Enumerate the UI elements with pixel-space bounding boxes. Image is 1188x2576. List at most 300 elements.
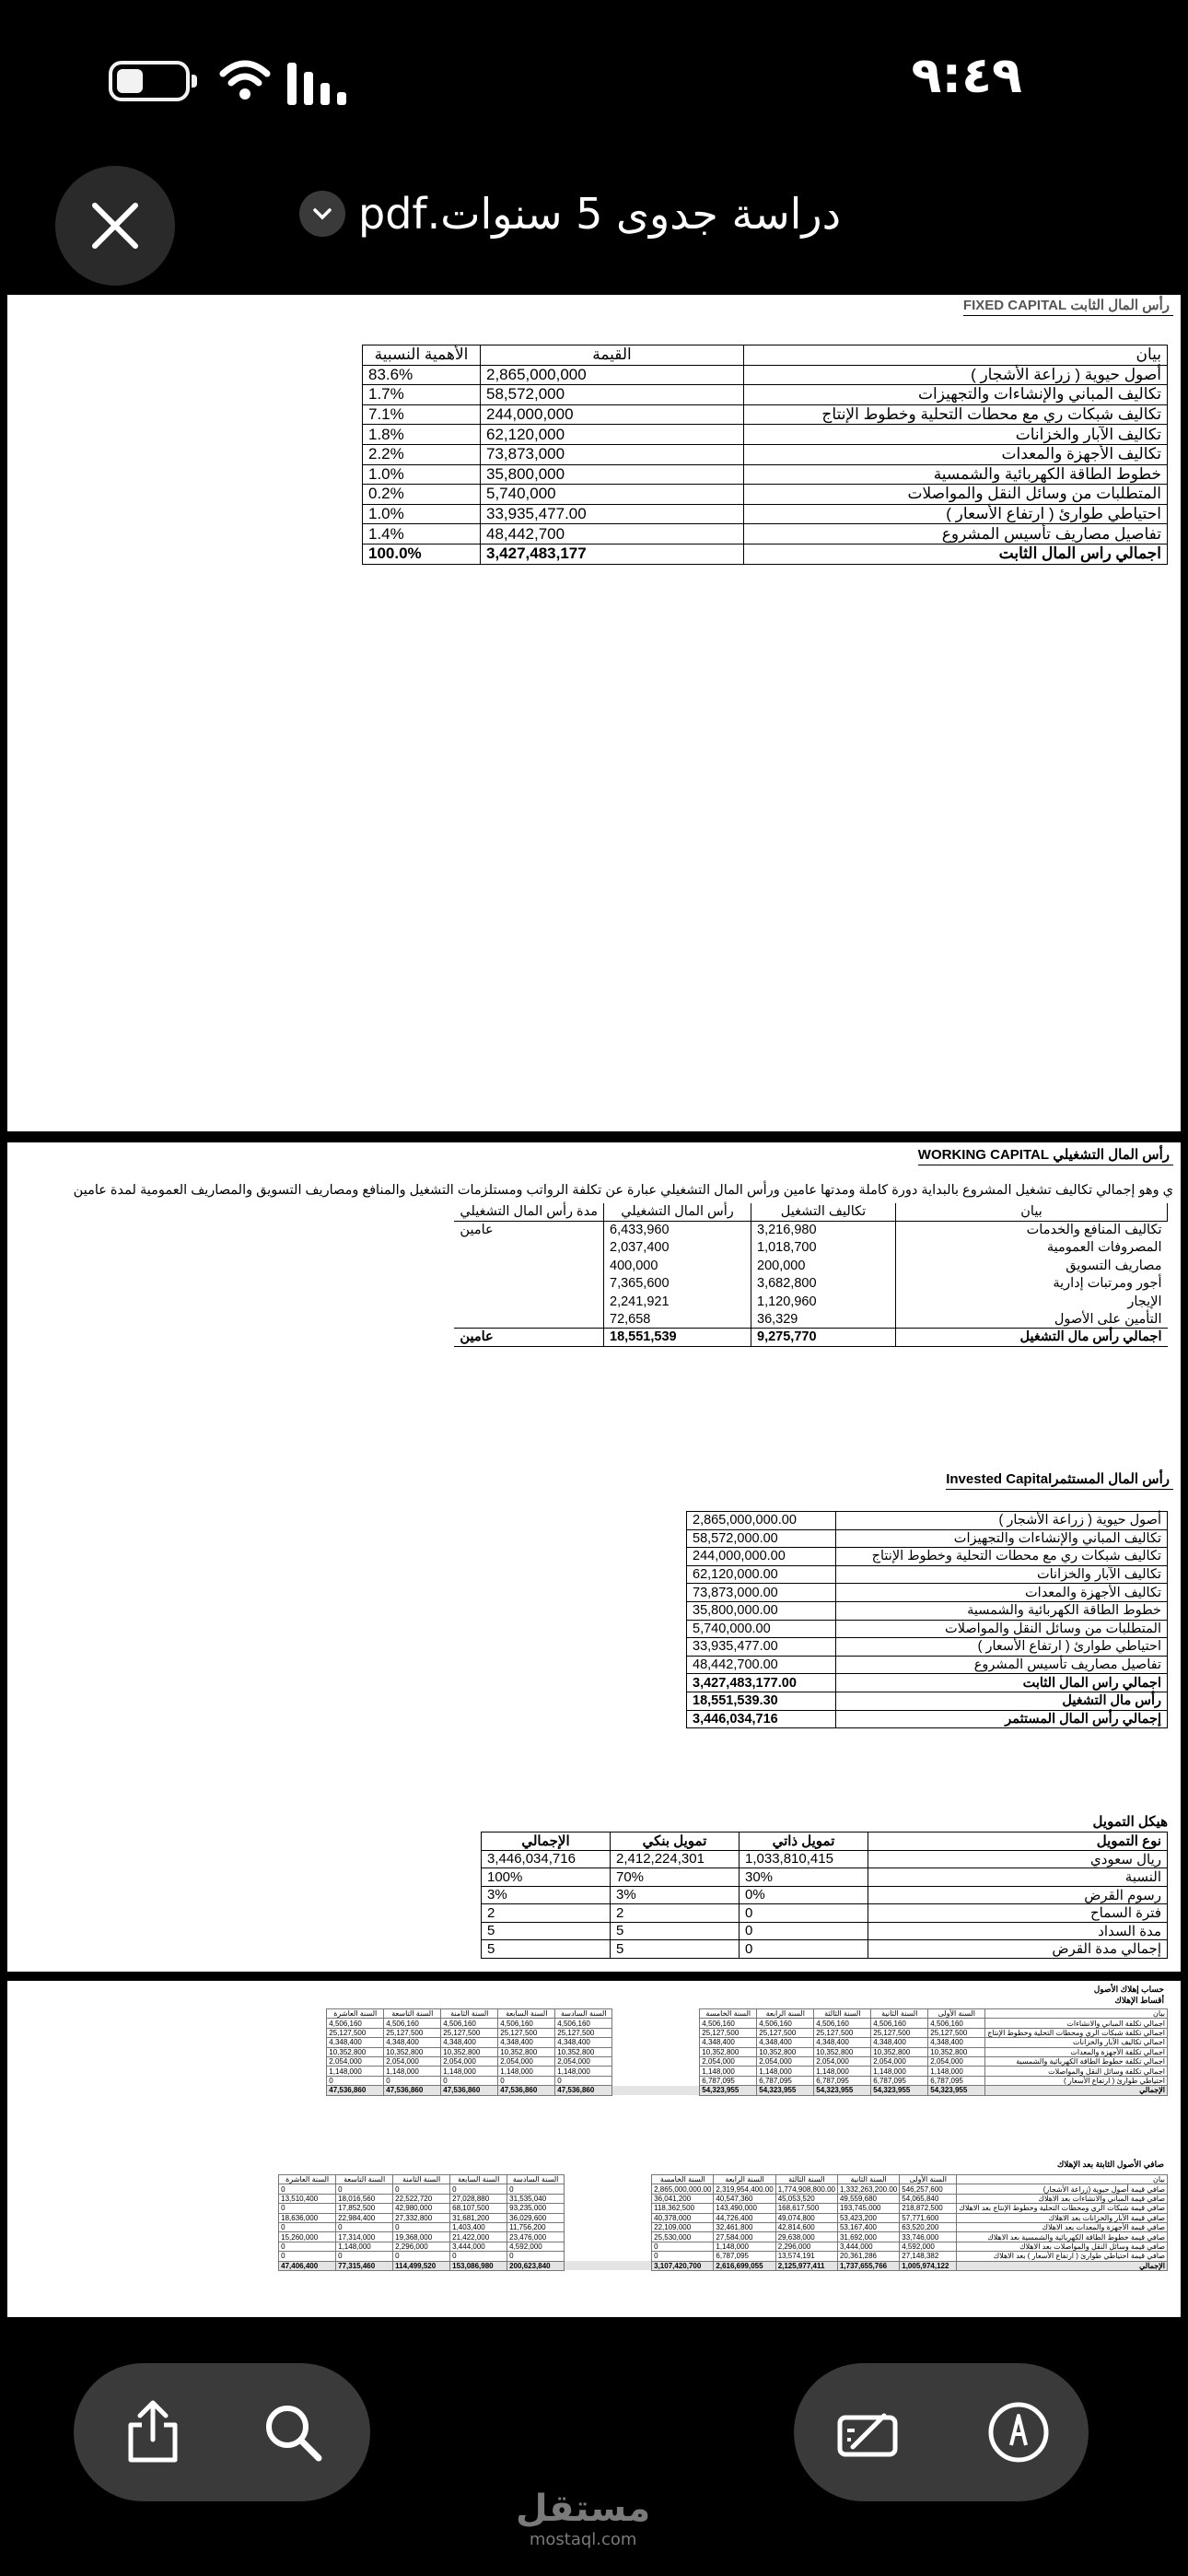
table-row bbox=[454, 1275, 1167, 1293]
year-value: 13,574,191 bbox=[775, 2252, 837, 2261]
year-value: 33,746,000 bbox=[900, 2232, 957, 2242]
year-value: 0 bbox=[279, 2252, 336, 2261]
year-value: 4,506,160 bbox=[384, 2019, 441, 2028]
year-header: السنة الثانية bbox=[871, 2009, 928, 2019]
year-value: 40,547,360 bbox=[714, 2194, 775, 2203]
year-value: 53,423,200 bbox=[837, 2213, 899, 2222]
year-value: 25,127,500 bbox=[498, 2028, 555, 2037]
year-value: 10,352,800 bbox=[700, 2047, 757, 2056]
table-header: الأهمية النسبية bbox=[363, 345, 481, 366]
fixed-capital-table bbox=[362, 345, 1168, 565]
operating-cost: 9,275,770 bbox=[751, 1329, 896, 1346]
year-value: 27,028,880 bbox=[450, 2194, 507, 2203]
table-row bbox=[363, 464, 1168, 485]
row-label: اجمالي تكلفة وسائل النقل والمواصلات bbox=[985, 2067, 1168, 2076]
year-value: 20,361,286 bbox=[837, 2252, 899, 2261]
row-label: المصروفات العمومية bbox=[1046, 1240, 1162, 1256]
row-label: اجمالي راس المال الثابت bbox=[836, 1674, 1168, 1692]
year-value: 23,476,000 bbox=[507, 2232, 565, 2242]
year-header: السنة التاسعة bbox=[384, 2009, 441, 2019]
year-value: 25,530,000 bbox=[652, 2232, 714, 2242]
table-row bbox=[279, 2184, 1168, 2194]
table-header: بيان bbox=[896, 1203, 1168, 1221]
year-value: 22,522,720 bbox=[393, 2194, 450, 2203]
table-row bbox=[363, 444, 1168, 464]
row-label: اجمالي راس المال الثابت bbox=[744, 544, 1168, 564]
year-value: 4,506,160 bbox=[555, 2019, 612, 2028]
search-icon[interactable] bbox=[258, 2397, 328, 2467]
year-value: 0 bbox=[441, 2076, 498, 2085]
self-financing: 0% bbox=[740, 1886, 868, 1904]
row-label: صافي قيمة الآبار والخزانات بعد الاهلاك bbox=[957, 2213, 1168, 2222]
wifi-icon bbox=[217, 52, 273, 107]
financing-table bbox=[481, 1832, 1168, 1959]
close-icon bbox=[87, 198, 143, 253]
spacer bbox=[565, 2175, 652, 2184]
year-value: 47,536,860 bbox=[384, 2086, 441, 2095]
year-value: 54,323,955 bbox=[757, 2086, 814, 2095]
year-value: 0 bbox=[393, 2252, 450, 2261]
table-row bbox=[327, 2038, 1168, 2047]
year-value: 1,005,974,122 bbox=[900, 2261, 957, 2270]
self-financing: 0 bbox=[740, 1922, 868, 1940]
year-value: 27,584,000 bbox=[714, 2232, 775, 2242]
row-label: أصول حيوية ( زراعة الأشجار ) bbox=[836, 1512, 1168, 1530]
year-value: 546,257,600 bbox=[900, 2184, 957, 2194]
year-value: 4,348,400 bbox=[814, 2038, 871, 2047]
row-label: صافي قيمة المباني والانشاءات بعد الاهلاك bbox=[957, 2194, 1168, 2203]
year-header: السنة العاشرة bbox=[327, 2009, 384, 2019]
year-value: 1,148,000 bbox=[441, 2067, 498, 2076]
year-value: 4,506,160 bbox=[814, 2019, 871, 2028]
year-value: 25,127,500 bbox=[441, 2028, 498, 2037]
year-value: 25,127,500 bbox=[814, 2028, 871, 2037]
bank-financing: 5 bbox=[611, 1940, 740, 1959]
year-value: 54,065,840 bbox=[900, 2194, 957, 2203]
row-label: أصول حيوية ( زراعة الأشجار ) bbox=[744, 365, 1168, 385]
table-header-row bbox=[279, 2175, 1168, 2184]
year-value: 17,314,000 bbox=[336, 2232, 393, 2242]
year-value: 42,814,600 bbox=[775, 2222, 837, 2231]
row-label: صافي قيمة خطوط الطاقة الكهربائية والشمسية بعد الاهلاك bbox=[957, 2232, 1168, 2242]
row-label: المتطلبات من وسائل النقل والمواصلات bbox=[744, 485, 1168, 505]
year-value: 53,167,400 bbox=[837, 2222, 899, 2231]
year-value: 25,127,500 bbox=[555, 2028, 612, 2037]
table-row bbox=[363, 385, 1168, 405]
year-header: السنة الثالثة bbox=[814, 2009, 871, 2019]
table-row bbox=[279, 2222, 1168, 2231]
table-row bbox=[482, 1940, 1168, 1959]
year-value: 25,127,500 bbox=[700, 2028, 757, 2037]
spacer bbox=[565, 2194, 652, 2203]
year-value: 4,348,400 bbox=[441, 2038, 498, 2047]
working-capital-value: 18,551,539 bbox=[604, 1329, 751, 1346]
year-value: 25,127,500 bbox=[871, 2028, 928, 2037]
year-value: 49,559,680 bbox=[837, 2194, 899, 2203]
row-label: اجمالي تكلفة خطوط الطاقة الكهربائية والشمسية bbox=[985, 2056, 1168, 2066]
working-capital-value: 72,658 bbox=[604, 1310, 751, 1328]
year-value: 2,054,000 bbox=[384, 2056, 441, 2066]
table-row bbox=[687, 1584, 1168, 1602]
year-value: 2,054,000 bbox=[757, 2056, 814, 2066]
table-row bbox=[363, 485, 1168, 505]
spacer bbox=[612, 2076, 700, 2085]
year-value: 31,681,200 bbox=[450, 2213, 507, 2222]
year-header: السنة الأولى bbox=[900, 2175, 957, 2184]
row-value: 48,442,700.00 bbox=[687, 1656, 836, 1674]
row-label: تفاصيل مصاريف تأسيس المشروع bbox=[744, 524, 1168, 544]
year-value: 143,490,000 bbox=[714, 2204, 775, 2213]
year-value: 4,592,000 bbox=[507, 2242, 565, 2251]
year-header: السنة العاشرة bbox=[279, 2175, 336, 2184]
year-value: 0 bbox=[336, 2252, 393, 2261]
table-row bbox=[279, 2194, 1168, 2203]
year-value: 1,148,000 bbox=[384, 2067, 441, 2076]
year-value: 18,636,000 bbox=[279, 2213, 336, 2222]
spacer bbox=[565, 2222, 652, 2231]
year-value: 0 bbox=[450, 2184, 507, 2194]
row-percent: 7.1% bbox=[363, 404, 481, 425]
row-percent: 83.6% bbox=[363, 365, 481, 385]
year-value: 32,461,800 bbox=[714, 2222, 775, 2231]
year-value: 27,148,382 bbox=[900, 2252, 957, 2261]
year-value: 0 bbox=[450, 2252, 507, 2261]
table-row bbox=[327, 2067, 1168, 2076]
self-financing: 0 bbox=[740, 1904, 868, 1923]
year-value: 25,127,500 bbox=[327, 2028, 384, 2037]
table-row bbox=[687, 1565, 1168, 1584]
row-value: 244,000,000.00 bbox=[687, 1548, 836, 1566]
year-value: 2,125,977,411 bbox=[775, 2261, 837, 2270]
year-value: 193,745,000 bbox=[837, 2204, 899, 2213]
table-row bbox=[279, 2242, 1168, 2251]
year-value: 4,348,400 bbox=[498, 2038, 555, 2047]
row-label: تكاليف المنافع والخدمات bbox=[1026, 1223, 1162, 1238]
watermark: مستقل mostaql.com bbox=[516, 2488, 651, 2549]
table-row bbox=[687, 1529, 1168, 1548]
table-header: الإجمالي bbox=[482, 1832, 611, 1851]
row-label: تكاليف شبكات ري مع محطات التحلية وخطوط الإنتاج bbox=[744, 404, 1168, 425]
pdf-page-3[interactable] bbox=[7, 1981, 1181, 2317]
left-toolbar-group bbox=[74, 2363, 370, 2501]
row-label: تكاليف شبكات ري مع محطات التحلية وخطوط الإنتاج bbox=[836, 1548, 1168, 1566]
year-value: 1,148,000 bbox=[700, 2067, 757, 2076]
document-title: دراسة جدوى 5 سنوات.pdf bbox=[358, 189, 842, 239]
document-title-menu[interactable] bbox=[299, 189, 841, 239]
table-row bbox=[327, 2076, 1168, 2085]
spacer bbox=[612, 2019, 700, 2028]
clock: ٩:٤٩ bbox=[911, 46, 1022, 104]
year-value: 27,332,800 bbox=[393, 2213, 450, 2222]
year-value: 45,053,520 bbox=[775, 2194, 837, 2203]
row-label: النسبة bbox=[868, 1868, 1168, 1887]
bank-financing: 2 bbox=[611, 1904, 740, 1923]
row-percent: 2.2% bbox=[363, 444, 481, 464]
net-assets-title: صافي الأصول الثابتة بعد الإهلاك bbox=[1056, 2160, 1164, 2169]
year-value: 54,323,955 bbox=[814, 2086, 871, 2095]
year-value: 0 bbox=[384, 2076, 441, 2085]
row-label: صافي قيمة شبكات الري ومحطات التحلية وخطوط الإنتاج بعد الاهلاك bbox=[957, 2204, 1168, 2213]
year-value: 1,148,000 bbox=[336, 2242, 393, 2251]
year-value: 54,323,955 bbox=[700, 2086, 757, 2095]
year-value: 4,506,160 bbox=[871, 2019, 928, 2028]
year-header: السنة التاسعة bbox=[336, 2175, 393, 2184]
table-row bbox=[279, 2252, 1168, 2261]
row-label: أجور ومرتبات إدارية bbox=[1053, 1276, 1162, 1292]
year-value: 200,623,840 bbox=[507, 2261, 565, 2270]
row-percent: 1.7% bbox=[363, 385, 481, 405]
year-value: 2,865,000,000.00 bbox=[652, 2184, 714, 2194]
year-value: 42,980,000 bbox=[393, 2204, 450, 2213]
year-value: 10,352,800 bbox=[871, 2047, 928, 2056]
table-row bbox=[363, 365, 1168, 385]
total-financing: 2 bbox=[482, 1904, 611, 1923]
working-capital-duration bbox=[454, 1310, 603, 1328]
working-capital-duration: عامين bbox=[454, 1221, 603, 1238]
year-value: 3,444,000 bbox=[837, 2242, 899, 2251]
year-value: 47,536,860 bbox=[327, 2086, 384, 2095]
year-value: 0 bbox=[279, 2184, 336, 2194]
pen-icon[interactable] bbox=[984, 2397, 1054, 2467]
table-row bbox=[363, 504, 1168, 524]
table-row bbox=[687, 1638, 1168, 1657]
working-capital-duration bbox=[454, 1293, 603, 1310]
row-value: 3,446,034,716 bbox=[687, 1710, 836, 1728]
signal-icon bbox=[285, 57, 350, 107]
share-icon[interactable] bbox=[118, 2397, 188, 2467]
year-value: 2,054,000 bbox=[871, 2056, 928, 2066]
pdf-page-2[interactable] bbox=[7, 1142, 1181, 1972]
bank-financing: 3% bbox=[611, 1886, 740, 1904]
year-value: 54,323,955 bbox=[871, 2086, 928, 2095]
year-value: 4,348,400 bbox=[327, 2038, 384, 2047]
spacer bbox=[565, 2213, 652, 2222]
row-label: مدة السداد bbox=[868, 1922, 1168, 1940]
close-button[interactable] bbox=[55, 166, 175, 286]
year-value: 6,787,095 bbox=[814, 2076, 871, 2085]
year-value: 0 bbox=[652, 2242, 714, 2251]
operating-cost: 200,000 bbox=[751, 1257, 896, 1274]
operating-cost: 1,120,960 bbox=[751, 1293, 896, 1310]
row-label: احتياطي طوارئ ( ارتفاع الأسعار ) bbox=[744, 504, 1168, 524]
year-value: 25,127,500 bbox=[928, 2028, 985, 2037]
year-value: 6,787,095 bbox=[928, 2076, 985, 2085]
total-financing: 5 bbox=[482, 1922, 611, 1940]
table-header: بيان bbox=[957, 2175, 1168, 2184]
working-capital-duration bbox=[454, 1257, 603, 1274]
row-value: 73,873,000 bbox=[481, 444, 744, 464]
row-label: صافي قيمة أصول حيوية (زراعة الأشجار) bbox=[957, 2184, 1168, 2194]
year-value: 2,319,954,400.00 bbox=[714, 2184, 775, 2194]
table-row bbox=[279, 2213, 1168, 2222]
year-value: 25,127,500 bbox=[757, 2028, 814, 2037]
year-value: 1,148,000 bbox=[757, 2067, 814, 2076]
year-value: 11,756,200 bbox=[507, 2222, 565, 2231]
year-value: 17,852,500 bbox=[336, 2204, 393, 2213]
working-capital-value: 400,000 bbox=[604, 1257, 751, 1274]
year-value: 10,352,800 bbox=[441, 2047, 498, 2056]
year-value: 1,403,400 bbox=[450, 2222, 507, 2231]
table-row bbox=[454, 1293, 1167, 1310]
year-value: 0 bbox=[507, 2252, 565, 2261]
spacer bbox=[612, 2009, 700, 2019]
year-value: 0 bbox=[327, 2076, 384, 2085]
year-value: 4,348,400 bbox=[871, 2038, 928, 2047]
year-header: السنة الثامنة bbox=[393, 2175, 450, 2184]
table-row bbox=[454, 1221, 1167, 1238]
depreciation-subtitle: أقساط الإهلاك bbox=[1114, 1996, 1164, 2005]
operating-cost: 3,216,980 bbox=[751, 1221, 896, 1238]
fixed-capital-title: رأس المال الثابت FIXED CAPITAL bbox=[963, 297, 1173, 316]
row-label: تكاليف الآبار والخزانات bbox=[836, 1565, 1168, 1584]
table-row bbox=[279, 2261, 1168, 2270]
row-label: تكاليف الآبار والخزانات bbox=[744, 425, 1168, 445]
year-value: 0 bbox=[393, 2222, 450, 2231]
row-label: إجمالي رأس المال المستثمر bbox=[836, 1710, 1168, 1728]
row-value: 35,800,000.00 bbox=[687, 1601, 836, 1620]
year-value: 25,127,500 bbox=[384, 2028, 441, 2037]
self-financing: 1,033,810,415 bbox=[740, 1850, 868, 1868]
year-value: 4,506,160 bbox=[757, 2019, 814, 2028]
spacer bbox=[612, 2067, 700, 2076]
row-label: الإجمالي bbox=[985, 2086, 1168, 2095]
year-value: 47,536,860 bbox=[441, 2086, 498, 2095]
year-value: 1,148,000 bbox=[871, 2067, 928, 2076]
spacer bbox=[565, 2232, 652, 2242]
year-header: السنة الثانية bbox=[837, 2175, 899, 2184]
year-value: 19,368,000 bbox=[393, 2232, 450, 2242]
table-header-row bbox=[327, 2009, 1168, 2019]
year-value: 6,787,095 bbox=[871, 2076, 928, 2085]
year-value: 4,506,160 bbox=[700, 2019, 757, 2028]
year-value: 10,352,800 bbox=[814, 2047, 871, 2056]
year-value: 40,378,000 bbox=[652, 2213, 714, 2222]
table-header: بيان bbox=[985, 2009, 1168, 2019]
working-capital-duration: عامين bbox=[454, 1329, 603, 1346]
working-capital-duration bbox=[454, 1239, 603, 1257]
row-label: احتياطي طوارئ ( ارتفاع الأسعار ) bbox=[985, 2076, 1168, 2085]
depreciation-title: حساب إهلاك الأصول bbox=[1093, 1985, 1164, 1994]
spacer bbox=[565, 2242, 652, 2251]
row-label: اجمالي تكلفة الأجهزة والمعدات bbox=[985, 2047, 1168, 2056]
row-label: إجمالي مدة القرض bbox=[868, 1940, 1168, 1959]
year-value: 0 bbox=[652, 2252, 714, 2261]
operating-cost: 3,682,800 bbox=[751, 1275, 896, 1293]
table-header: مدة رأس المال التشغيلي bbox=[454, 1203, 603, 1221]
year-value: 1,737,655,766 bbox=[837, 2261, 899, 2270]
year-value: 2,054,000 bbox=[928, 2056, 985, 2066]
year-value: 10,352,800 bbox=[498, 2047, 555, 2056]
year-header: السنة الأولى bbox=[928, 2009, 985, 2019]
year-value: 21,422,000 bbox=[450, 2232, 507, 2242]
net-assets-table bbox=[278, 2174, 1168, 2271]
pdf-page-1[interactable] bbox=[7, 295, 1181, 1131]
row-value: 62,120,000 bbox=[481, 425, 744, 445]
table-row bbox=[327, 2028, 1168, 2037]
table-row bbox=[687, 1548, 1168, 1566]
table-row bbox=[687, 1512, 1168, 1530]
spacer bbox=[612, 2028, 700, 2037]
row-label: رأس مال التشغيل bbox=[836, 1692, 1168, 1710]
self-financing: 30% bbox=[740, 1868, 868, 1887]
year-value: 1,148,000 bbox=[814, 2067, 871, 2076]
row-value: 33,935,477.00 bbox=[481, 504, 744, 524]
table-row bbox=[687, 1710, 1168, 1728]
table-row bbox=[363, 425, 1168, 445]
working-capital-value: 2,241,921 bbox=[604, 1293, 751, 1310]
row-value: 33,935,477.00 bbox=[687, 1638, 836, 1657]
year-value: 4,348,400 bbox=[384, 2038, 441, 2047]
table-row bbox=[482, 1886, 1168, 1904]
table-header: بيان bbox=[744, 345, 1168, 366]
year-value: 10,352,800 bbox=[757, 2047, 814, 2056]
year-header: السنة الخامسة bbox=[652, 2175, 714, 2184]
row-label: المتطلبات من وسائل النقل والمواصلات bbox=[836, 1620, 1168, 1638]
year-value: 0 bbox=[279, 2204, 336, 2213]
row-value: 35,800,000 bbox=[481, 464, 744, 485]
row-percent: 1.8% bbox=[363, 425, 481, 445]
row-percent: 1.4% bbox=[363, 524, 481, 544]
year-header: السنة الخامسة bbox=[700, 2009, 757, 2019]
row-label: اجمالي تكاليف الآبار والخزانات bbox=[985, 2038, 1168, 2047]
table-header: تمويل ذاتي bbox=[740, 1832, 868, 1851]
year-value: 1,332,263,200.00 bbox=[837, 2184, 899, 2194]
year-value: 2,296,000 bbox=[393, 2242, 450, 2251]
year-value: 1,774,908,800.00 bbox=[775, 2184, 837, 2194]
row-label: احتياطي طوارئ ( ارتفاع الأسعار ) bbox=[836, 1638, 1168, 1657]
working-capital-value: 2,037,400 bbox=[604, 1239, 751, 1257]
year-value: 10,352,800 bbox=[327, 2047, 384, 2056]
bank-financing: 2,412,224,301 bbox=[611, 1850, 740, 1868]
year-value: 0 bbox=[279, 2242, 336, 2251]
year-value: 47,536,860 bbox=[498, 2086, 555, 2095]
row-label: التأمين على الأصول bbox=[1054, 1311, 1162, 1327]
table-row bbox=[687, 1656, 1168, 1674]
year-value: 18,016,560 bbox=[336, 2194, 393, 2203]
table-row bbox=[363, 524, 1168, 544]
year-value: 1,148,000 bbox=[928, 2067, 985, 2076]
year-value: 4,506,160 bbox=[441, 2019, 498, 2028]
row-value: 5,740,000.00 bbox=[687, 1620, 836, 1638]
year-value: 29,638,000 bbox=[775, 2232, 837, 2242]
year-value: 77,315,460 bbox=[336, 2261, 393, 2270]
row-label: الإجمالي bbox=[957, 2261, 1168, 2270]
table-header: تكاليف التشغيل bbox=[751, 1203, 896, 1221]
table-row bbox=[454, 1239, 1167, 1257]
markup-icon[interactable] bbox=[833, 2397, 903, 2467]
year-value: 2,054,000 bbox=[498, 2056, 555, 2066]
year-value: 10,352,800 bbox=[555, 2047, 612, 2056]
year-value: 4,506,160 bbox=[498, 2019, 555, 2028]
year-value: 4,348,400 bbox=[757, 2038, 814, 2047]
year-value: 49,074,800 bbox=[775, 2213, 837, 2222]
year-value: 31,535,040 bbox=[507, 2194, 565, 2203]
year-value: 0 bbox=[336, 2222, 393, 2231]
year-value: 2,296,000 bbox=[775, 2242, 837, 2251]
year-value: 22,109,000 bbox=[652, 2222, 714, 2231]
year-value: 1,148,000 bbox=[555, 2067, 612, 2076]
year-header: السنة الثالثة bbox=[775, 2175, 837, 2184]
year-value: 118,362,500 bbox=[652, 2204, 714, 2213]
chevron-down-icon bbox=[299, 191, 345, 237]
self-financing: 0 bbox=[740, 1940, 868, 1959]
year-header: السنة الرابعة bbox=[757, 2009, 814, 2019]
year-value: 0 bbox=[507, 2184, 565, 2194]
year-value: 13,510,400 bbox=[279, 2194, 336, 2203]
row-percent: 1.0% bbox=[363, 464, 481, 485]
working-capital-duration bbox=[454, 1275, 603, 1293]
spacer bbox=[565, 2261, 652, 2270]
